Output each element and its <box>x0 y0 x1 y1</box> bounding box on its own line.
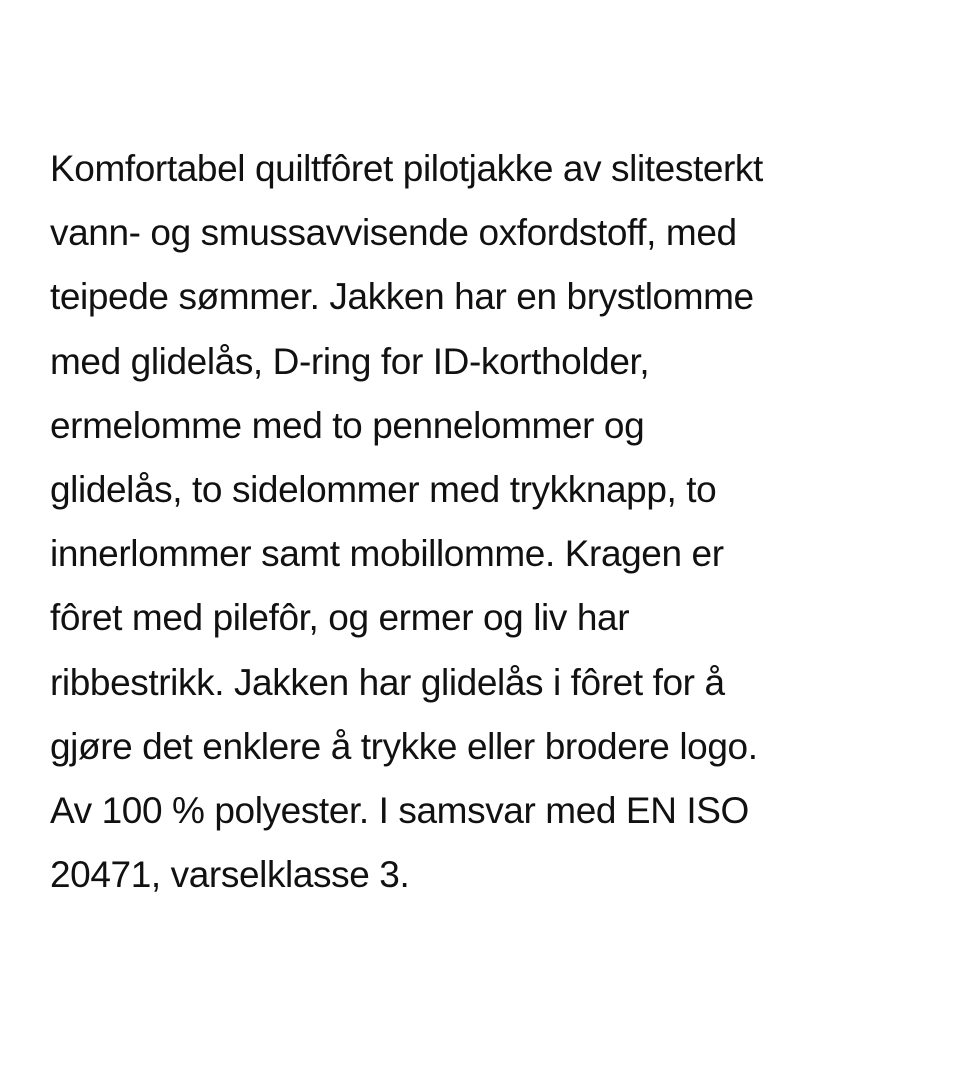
description-line: ermelomme med to pennelommer og <box>50 404 645 446</box>
description-line: vann- og smussavvisende oxfordstoff, med <box>50 212 737 254</box>
description-line: fôret med pilefôr, og ermer og liv har <box>50 597 630 639</box>
description-line: glidelås, to sidelommer med trykknapp, to <box>50 469 717 511</box>
description-line: gjøre det enklere å trykke eller brodere logo. <box>50 725 758 767</box>
description-line: Av 100 % polyester. I samsvar med EN ISO <box>50 790 749 832</box>
description-line: innerlommer samt mobillomme. Kragen er <box>50 533 724 575</box>
description-line: med glidelås, D-ring for ID-kortholder, <box>50 340 650 382</box>
description-line: Komfortabel quiltfôret pilotjakke av slitesterkt <box>50 148 763 189</box>
description-line: teipede sømmer. Jakken har en brystlomme <box>50 276 754 318</box>
product-description <box>50 137 940 907</box>
description-line: 20471, varselklasse 3. <box>50 854 410 896</box>
description-line: ribbestrikk. Jakken har glidelås i fôret for å <box>50 661 725 703</box>
